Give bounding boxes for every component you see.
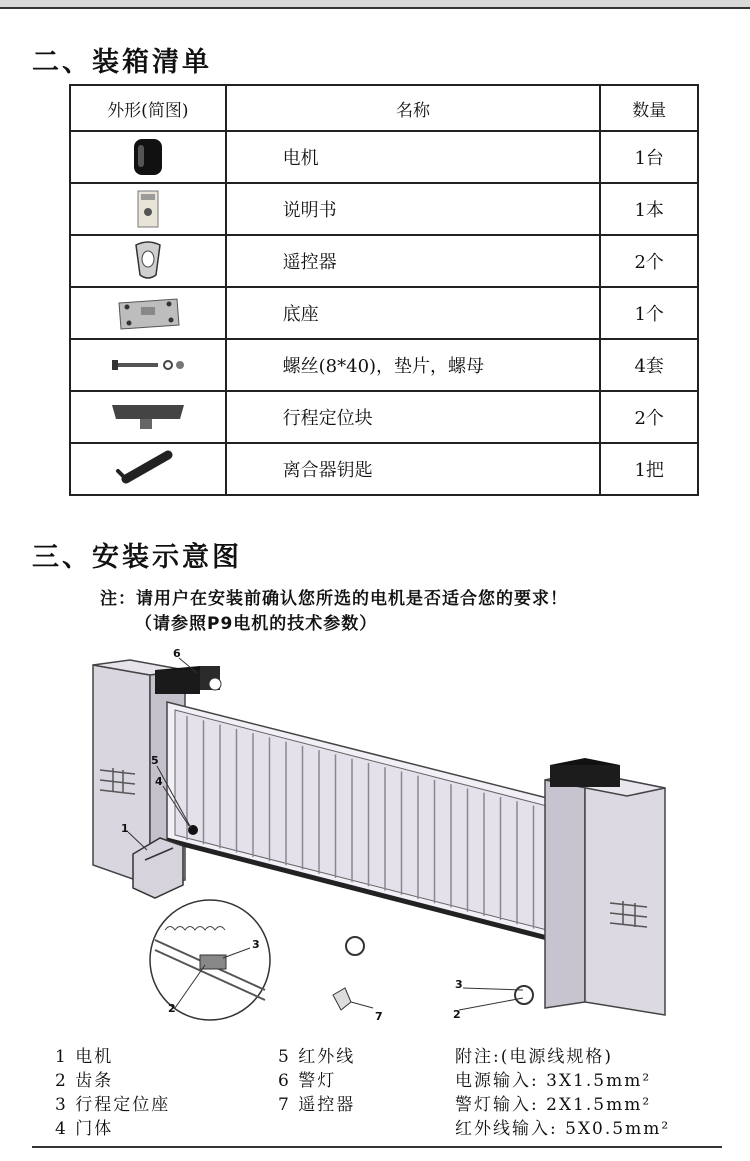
table-row: [70, 131, 698, 183]
picture-cell: [70, 339, 226, 391]
table-row: [70, 339, 698, 391]
item-name: 行程定位块: [226, 391, 601, 443]
table-header-row: [70, 85, 698, 131]
item-qty: 2个: [600, 235, 698, 287]
motor-icon: [120, 135, 176, 179]
legend-column-2: [278, 1045, 355, 1117]
item-name: 说明书: [226, 183, 601, 235]
picture-cell: [70, 183, 226, 235]
callout-6: 6: [173, 647, 181, 660]
legend-item: 4 门体: [55, 1119, 114, 1139]
manual-icon: [120, 187, 176, 231]
item-qty: 1台: [600, 131, 698, 183]
legend-item: 2 齿条: [55, 1071, 114, 1091]
item-qty: 1本: [600, 183, 698, 235]
callout-5: 5: [151, 754, 159, 767]
picture-cell: [70, 391, 226, 443]
item-name: 底座: [226, 287, 601, 339]
legend-column-1: [55, 1045, 170, 1141]
item-qty: 1把: [600, 443, 698, 495]
notice-line-1: 注：请用户在安装前确认您所选的电机是否适合您的要求！: [100, 589, 568, 609]
header-name: 名称: [226, 85, 601, 131]
table-row: [70, 183, 698, 235]
callout-7: 7: [375, 1010, 383, 1023]
screw-icon: [108, 350, 188, 380]
picture-cell: [70, 287, 226, 339]
clutch-key-icon: [108, 447, 188, 491]
header-qty: 数量: [600, 85, 698, 131]
item-qty: 4套: [600, 339, 698, 391]
right-pillar: [545, 758, 665, 1015]
picture-cell: [70, 443, 226, 495]
base-plate-icon: [113, 291, 183, 335]
top-border: [0, 0, 750, 9]
remote-icon: [120, 239, 176, 283]
remote-control: [333, 988, 351, 1010]
callout-2-detail: 2: [168, 1002, 176, 1015]
power-cable-notes: [455, 1045, 670, 1141]
infrared-sensor: [188, 825, 198, 835]
picture-cell: [70, 131, 226, 183]
item-name: 螺丝(8*40)，垫片，螺母: [226, 339, 601, 391]
limit-block-icon: [106, 397, 190, 437]
wheel: [346, 937, 364, 955]
notes-title: 附注:(电源线规格): [455, 1047, 613, 1067]
item-name: 电机: [226, 131, 601, 183]
table-row: [70, 287, 698, 339]
table-row: [70, 235, 698, 287]
legend-item: 6 警灯: [278, 1071, 337, 1091]
wheel: [515, 986, 533, 1004]
installation-diagram: [55, 640, 695, 1035]
notice-line-2: （请参照P9电机的技术参数）: [135, 614, 378, 634]
callout-3-detail: 3: [252, 938, 260, 951]
legend-item: 1 电机: [55, 1047, 114, 1067]
item-name: 离合器钥匙: [226, 443, 601, 495]
notes-item: 电源输入: 3X1.5mm²: [455, 1071, 652, 1091]
warning-light: [155, 666, 221, 694]
table-row: [70, 391, 698, 443]
callout-1: 1: [121, 822, 129, 835]
callout-4: 4: [155, 775, 163, 788]
notes-item: 红外线输入: 5X0.5mm²: [455, 1119, 671, 1139]
legend-item: 5 红外线: [278, 1047, 356, 1067]
section-title-installation: 三、安装示意图: [32, 542, 242, 573]
header-picture: 外形(简图): [70, 85, 226, 131]
item-name: 遥控器: [226, 235, 601, 287]
bottom-border: [32, 1146, 722, 1148]
section-title-packing-list: 二、装箱清单: [32, 47, 212, 78]
notes-item: 警灯输入: 2X1.5mm²: [455, 1095, 652, 1115]
item-qty: 2个: [600, 391, 698, 443]
legend-item: 7 遥控器: [278, 1095, 356, 1115]
table-row: [70, 443, 698, 495]
item-qty: 1个: [600, 287, 698, 339]
packing-list-table: [69, 84, 699, 496]
callout-3: 3: [455, 978, 463, 991]
legend-item: 3 行程定位座: [55, 1095, 171, 1115]
picture-cell: [70, 235, 226, 287]
callout-2: 2: [453, 1008, 461, 1021]
